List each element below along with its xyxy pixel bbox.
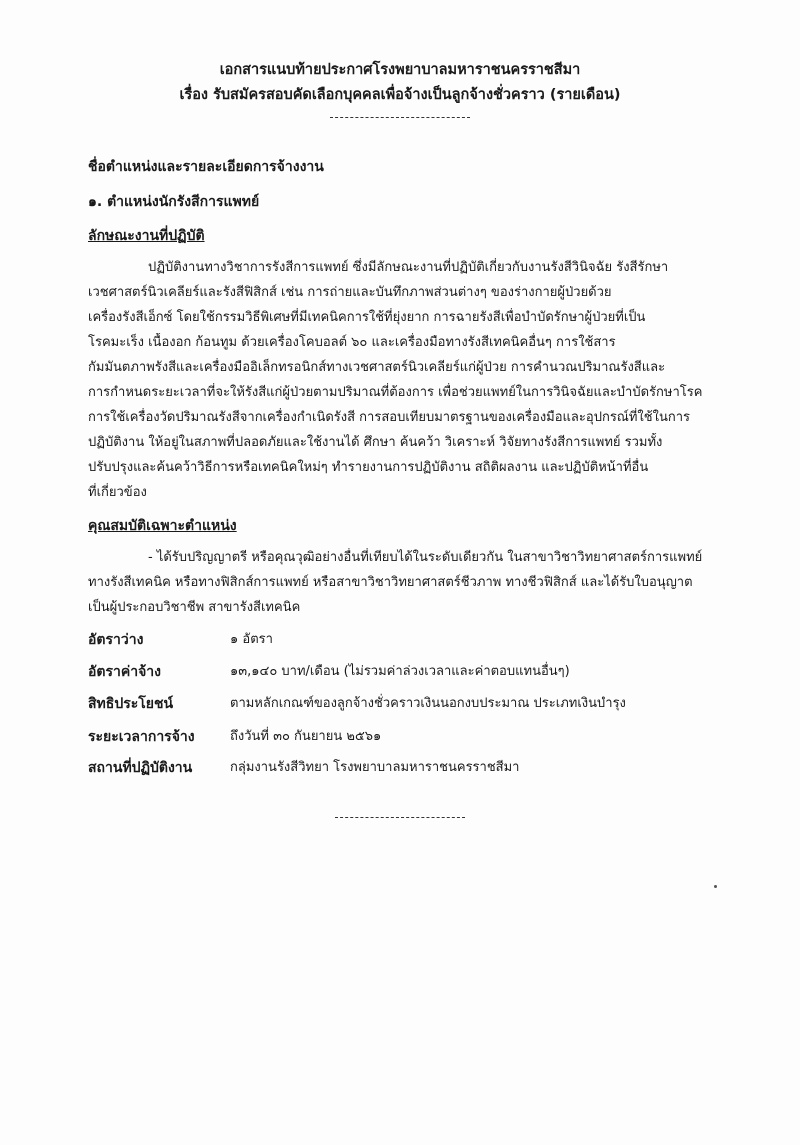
salary-value: ๑๓,๑๔๐ บาท/เดือน (ไม่รวมค่าล่วงเวลาและค่าตอบแทนอื่นๆ)	[230, 664, 570, 679]
duties-line: การกำหนดระยะเวลาที่จะให้รังสีแก่ผู้ป่วยตามปริมาณที่ต้องการ เพื่อช่วยแพทย์ในการวินิจฉัยและบำบัดรักษาโรค	[88, 385, 703, 400]
benefits-label: สิทธิประโยชน์	[88, 696, 174, 712]
duties-line: ที่เกี่ยวข้อง	[88, 485, 147, 500]
duties-line: ปฏิบัติงาน ให้อยู่ในสภาพที่ปลอดภัยและใช้งานได้ ศึกษา ค้นคว้า วิเคราะห์ วิจัยทางรังสีการแพทย์ รวมทั้ง	[88, 435, 663, 450]
qualification-line: - ได้รับปริญญาตรี หรือคุณวุฒิอย่างอื่นที่เทียบได้ในระดับเดียวกัน ในสาขาวิชาวิทยาศาสตร์การแพทย์	[148, 550, 703, 565]
section-title: ชื่อตำแหน่งและรายละเอียดการจ้างงาน	[88, 159, 324, 175]
qualification-line: ทางรังสีเทคนิค หรือทางฟิสิกส์การแพทย์ หรือสาขาวิชาวิทยาศาสตร์ชีวภาพ ทางชีวฟิสิกส์ และได้รับใบอนุญาต	[88, 575, 693, 590]
duties-line: เวชศาสตร์นิวเคลียร์และรังสีฟิสิกส์ เช่น การถ่ายและบันทึกภาพส่วนต่างๆ ของร่างกายผู้ป่วยด้วย	[88, 285, 612, 300]
salary-label: อัตราค่าจ้าง	[88, 664, 162, 680]
vacancy-value: ๑ อัตรา	[230, 632, 273, 647]
workplace-value: กลุ่มงานรังสีวิทยา โรงพยาบาลมหาราชนครราชสีมา	[230, 760, 520, 775]
title-divider	[330, 117, 470, 118]
benefits-value: ตามหลักเกณฑ์ของลูกจ้างชั่วคราวเงินนอกงบประมาณ ประเภทเงินบำรุง	[230, 696, 626, 711]
duties-line: โรคมะเร็ง เนื้องอก ก้อนทูม ด้วยเครื่องโคบอลต์ ๖๐ และเครื่องมือทางรังสีเทคนิคอื่นๆ การใช้สาร	[88, 335, 616, 350]
employment-period-value: ถึงวันที่ ๓๐ กันยายน ๒๕๖๑	[230, 729, 382, 744]
qualification-line: เป็นผู้ประกอบวิชาชีพ สาขารังสีเทคนิค	[88, 600, 301, 615]
scan-speck	[714, 885, 717, 888]
duties-line: ปรับปรุงและค้นคว้าวิธีการหรือเทคนิคใหม่ๆ ทำรายงานการปฏิบัติงาน สถิติผลงาน และปฏิบัติหน้าที่อื่น	[88, 460, 649, 475]
qualifications-heading: คุณสมบัติเฉพาะตำแหน่ง	[88, 518, 237, 534]
workplace-label: สถานที่ปฏิบัติงาน	[88, 760, 193, 776]
duties-line: ปฏิบัติงานทางวิชาการรังสีการแพทย์ ซึ่งมีลักษณะงานที่ปฏิบัติเกี่ยวกับงานรังสีวินิจฉัย รังสีรักษา	[148, 260, 669, 275]
position-title: ๑. ตำแหน่งนักรังสีการแพทย์	[88, 194, 260, 210]
duties-line: เครื่องรังสีเอ็กซ์ โดยใช้กรรมวิธีพิเศษที่มีเทคนิคการใช้ที่ยุ่งยาก การฉายรังสีเพื่อบำบัดรักษาผู้ป่วยที่เป็น	[88, 310, 646, 325]
document-title-line1: เอกสารแนบท้ายประกาศโรงพยาบาลมหาราชนครราชสีมา	[219, 62, 581, 78]
duties-heading: ลักษณะงานที่ปฏิบัติ	[88, 228, 205, 244]
employment-period-label: ระยะเวลาการจ้าง	[88, 729, 195, 745]
document-title-line2: เรื่อง รับสมัครสอบคัดเลือกบุคคลเพื่อจ้างเป็นลูกจ้างชั่วคราว (รายเดือน)	[179, 87, 621, 103]
duties-line: กัมมันตภาพรังสีและเครื่องมืออิเล็กทรอนิกส์ทางเวชศาสตร์นิวเคลียร์แก่ผู้ป่วย การคำนวณปริมาณรังสีและ	[88, 360, 666, 375]
vacancy-label: อัตราว่าง	[88, 632, 144, 648]
duties-line: การใช้เครื่องวัดปริมาณรังสีจากเครื่องกำเนิดรังสี การสอบเทียบมาตรฐานของเครื่องมือและอุปกรณ์ที่ใช้ในการ	[88, 410, 690, 425]
end-divider	[335, 817, 465, 818]
